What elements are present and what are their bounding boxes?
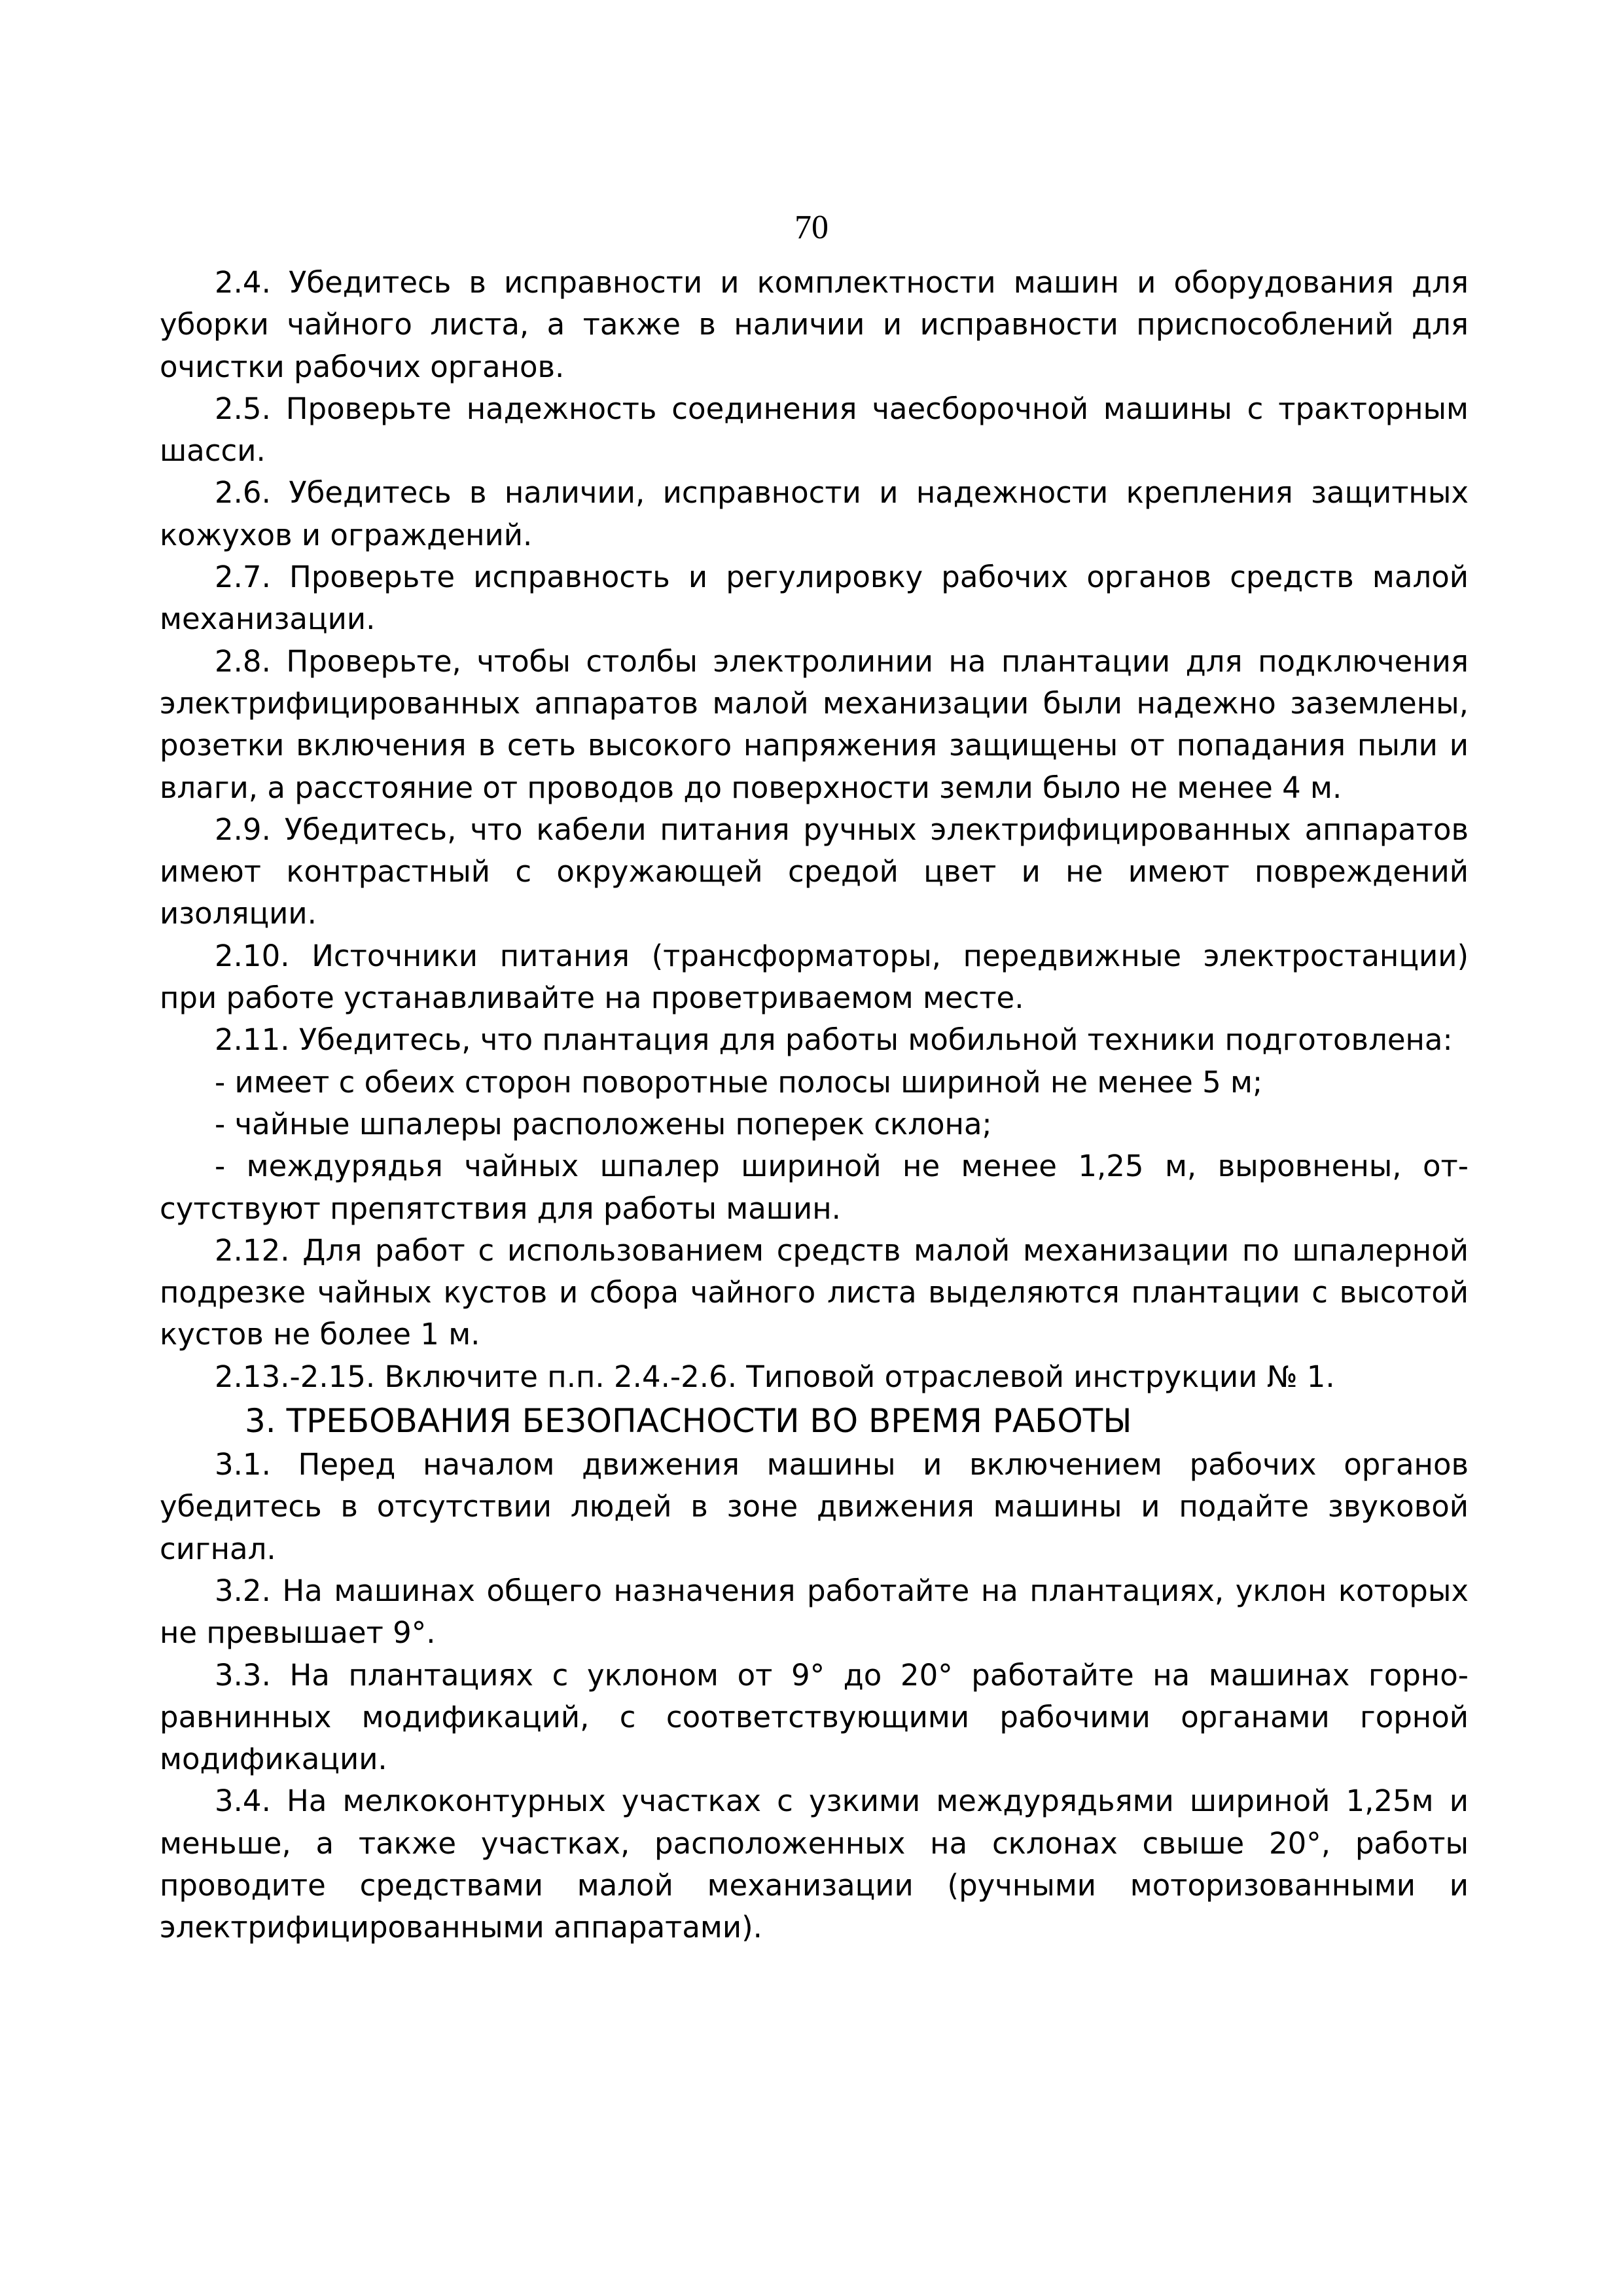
paragraph-2-7: 2.7. Проверьте исправность и регулировку рабочих органов средств малой механизации. <box>160 560 1469 637</box>
paragraph-2-4: 2.4. Убедитесь в исправности и комплектности машин и оборудования для уборки чайного листа, а также в наличии и исправности приспособлений для очистки рабочих органов. <box>160 265 1469 384</box>
paragraph-2-10: 2.10. Источники питания (трансформаторы, передвижные электростанции) при работе устанавливайте на проветриваемом месте. <box>160 938 1469 1016</box>
paragraph-3-2: 3.2. На машинах общего назначения работайте на плантациях, уклон которых не превышает 9°. <box>160 1573 1469 1651</box>
paragraph-2-8: 2.8. Проверьте, чтобы столбы электролинии на плантации для подключения электрифицированных аппаратов малой механизации были надежно заземлены, розетки включения в сеть высокого напряжения защищены от попадания пыли и влаги, а расстояние от проводов до поверхности земли было не менее 4 м. <box>160 643 1469 805</box>
page-content <box>160 262 1469 1949</box>
section-heading: 3. ТРЕБОВАНИЯ БЕЗОПАСНОСТИ ВО ВРЕМЯ РАБОТЫ <box>245 1402 1132 1441</box>
list-item: - чайные шпалеры расположены поперек склона; <box>215 1106 992 1141</box>
paragraph-2-5: 2.5. Проверьте надежность соединения чаесборочной машины с тракторным шасси. <box>160 391 1469 469</box>
paragraph-2-12: 2.12. Для работ с использованием средств малой механизации по шпалерной подрезке чайных кустов и сбора чайного листа выделяются плантации с высотой кустов не более 1 м. <box>160 1232 1469 1352</box>
list-item: - междурядья чайных шпалер шириной не менее 1,25 м, выровнены, отсутствуют препятствия для работы машин. <box>160 1149 1469 1226</box>
paragraph-3-4: 3.4. На мелкоконтурных участках с узкими междурядьями шириной 1,25м и меньше, а также участках, расположенных на склонах свыше 20°, работы проводите средствами малой механизации (ручными моторизованными и электрифицированными аппаратами). <box>160 1784 1469 1945</box>
page-number: 70 <box>794 209 829 246</box>
paragraph-2-11: 2.11. Убедитесь, что плантация для работы мобильной техники подготовлена: <box>215 1022 1453 1058</box>
paragraph-2-13: 2.13.-2.15. Включите п.п. 2.4.-2.6. Типовой отраслевой инструкции № 1. <box>215 1359 1335 1394</box>
paragraph-2-6: 2.6. Убедитесь в наличии, исправности и надежности крепления защитных кожухов и ограждений. <box>160 475 1469 552</box>
list-item: - имеет с обеих сторон поворотные полосы шириной не менее 5 м; <box>215 1064 1263 1100</box>
paragraph-3-3: 3.3. На плантациях с уклоном от 9° до 20° работайте на машинах горноравнинных модификаций, с соответствующими рабочими органами горной модификации. <box>160 1657 1469 1777</box>
paragraph-3-1: 3.1. Перед началом движения машины и включением рабочих органов убедитесь в отсутствии людей в зоне движения машины и подайте звуковой сигнал. <box>160 1447 1469 1566</box>
paragraph-2-9: 2.9. Убедитесь, что кабели питания ручных электрифицированных аппаратов имеют контрастный с окружающей средой цвет и не имеют повреждений изоляции. <box>160 812 1469 931</box>
